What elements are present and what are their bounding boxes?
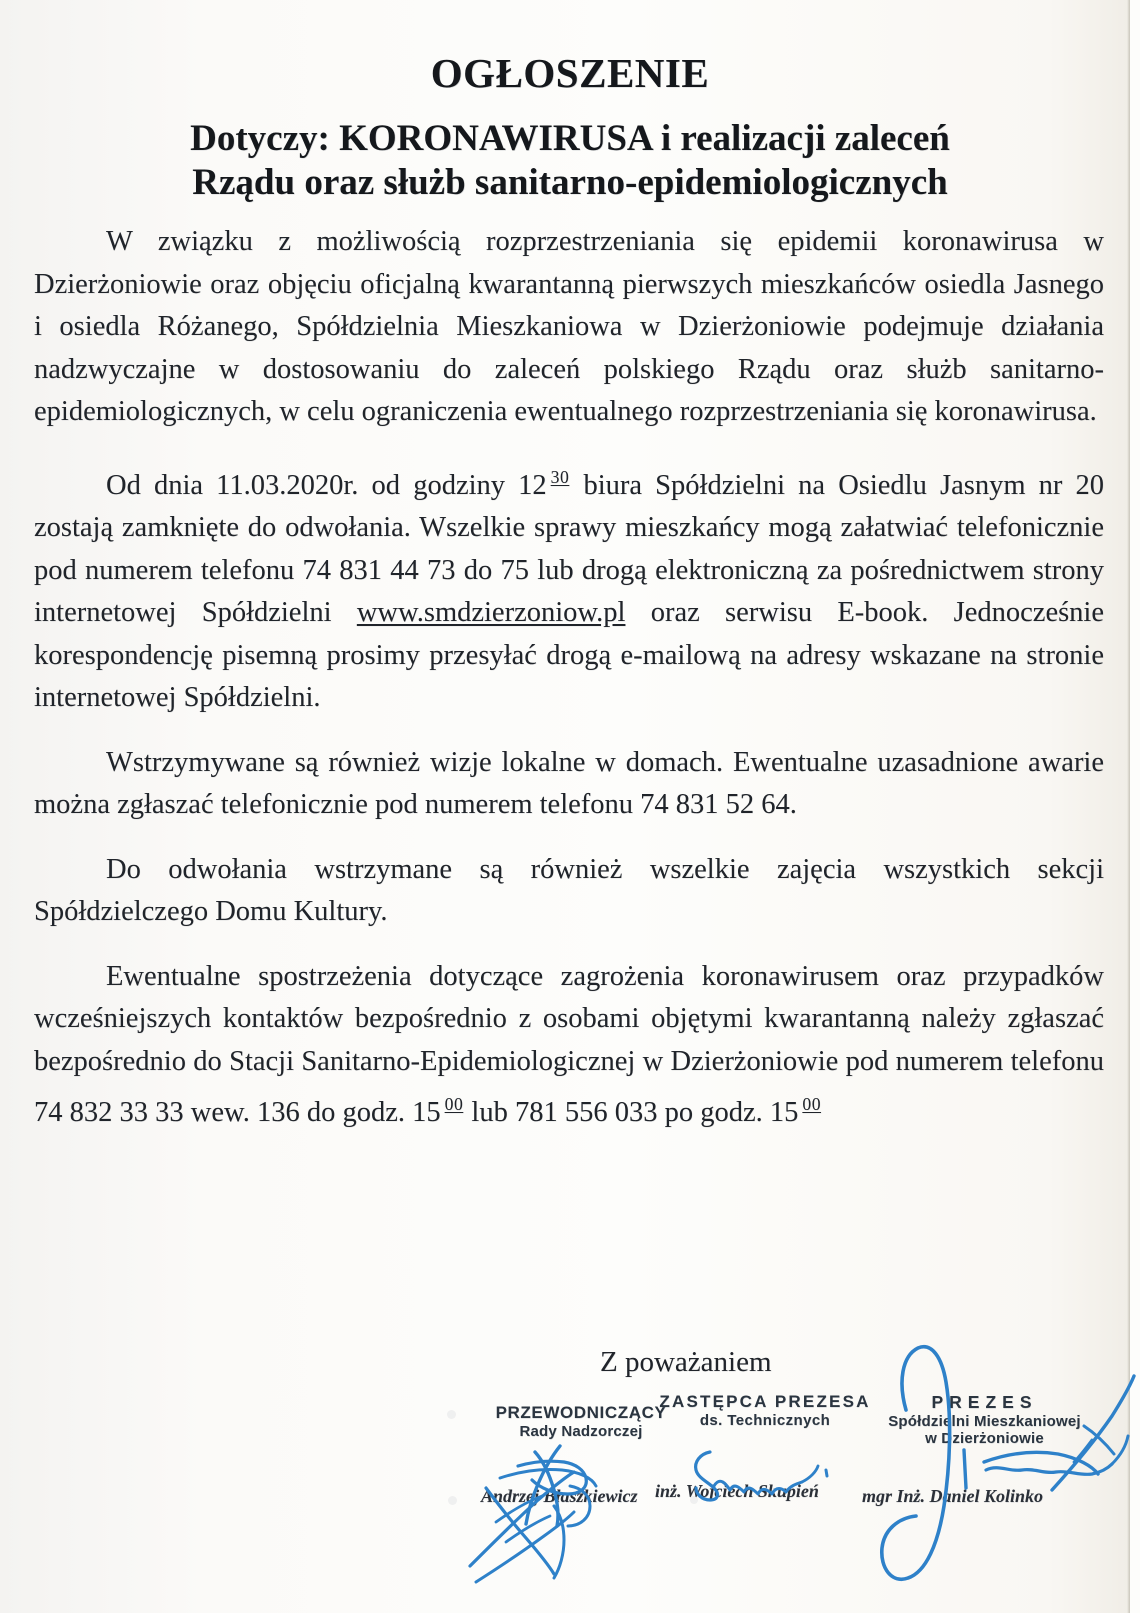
signer-name-president: mgr Inż. Daniel Kolinko: [862, 1486, 1044, 1506]
stamp-president-line-1: PREZES: [931, 1392, 1038, 1412]
closure-text-c: oraz serwisu E-book. Jednocześnie korespondencję pisemną prosimy przesyłać drogą e-mailową na adresy wskazane na stronie internetowej Spółdzielni.: [34, 597, 1105, 714]
stamp-chairman-line-1: PRZEWODNICZĄCY: [495, 1403, 667, 1422]
document-body: [0, 221, 1140, 1134]
scan-smudge: [448, 1496, 457, 1505]
stamp-vice-president: [640, 1392, 890, 1430]
sanitary-text-a: Ewentualne spostrzeżenia dotyczące zagrożenia koronawirusem oraz przypadków wcześniejszych kontaktów bezpośrednio z osobami objętymi kwarantanną należy zgłaszać bezpośrednio do Stacji Sanitarno-Epidemiologicznej w Dzierżoniowie pod numerem telefonu 74 832 33 33 wew. 136 do godz. 15: [34, 960, 1104, 1128]
time-superscript-1500-a: 00: [444, 1094, 464, 1115]
sanitary-text-b: lub 781 556 033 po godz. 15: [471, 1096, 799, 1128]
paragraph-office-closure: [34, 456, 1104, 720]
document-subtitle: [0, 95, 1140, 205]
page-title: OGŁOSZENIE: [430, 50, 710, 96]
closure-text-b: biura Spółdzielni na Osiedlu Jasnym nr 20 zostają zamknięte do odwołania. Wszelkie sprawy mieszkańcy mogą załatwiać telefonicznie pod numerem telefonu 74 831 44 73 do 75 lub drogą elektroniczną za pośrednictwem strony internetowej Spółdzielni: [34, 469, 1105, 629]
handwritten-signature-chairman: [440, 1426, 670, 1606]
stamp-chairman-line-2: Rady Nadzorczej: [519, 1423, 643, 1441]
closure-text-a: Od dnia 11.03.2020r. od godziny 12: [106, 469, 547, 501]
subtitle-line-2: Rządu oraz służb sanitarno-epidemiologicznych: [192, 162, 948, 204]
signature-block: [0, 1348, 1140, 1613]
stamp-president-line-3: w Dzierżoniowie: [925, 1430, 1044, 1448]
paragraph-sanitary-station: [34, 956, 1104, 1135]
paragraph-intro: W związku z możliwością rozprzestrzeniania się epidemii koronawirusa w Dzierżoniowie oraz objęciu oficjalną kwarantanną pierwszych mieszkańców osiedla Jasnego i osiedla Różanego, Spółdzielnia Mieszkaniowa w Dzierżoniowie podejmuje działania nadzwyczajne w dostosowaniu do zaleceń polskiego Rządu oraz służb sanitarno-epidemiologicznych, w celu ograniczenia ewentualnego rozprzestrzeniania się koronawirusa.: [34, 226, 1104, 428]
stamp-vice-president-line-2: ds. Technicznych: [699, 1412, 831, 1430]
scan-smudge: [447, 1410, 456, 1419]
time-superscript-1230: 30: [550, 466, 570, 487]
cooperative-website-link[interactable]: www.smdzierzoniow.pl: [356, 597, 626, 629]
paragraph-culture-house: Do odwołania wstrzymane są również wszelkie zajęcia wszystkich sekcji Spółdzielczego Domu Kultury.: [34, 853, 1104, 928]
stamp-president-line-2: Spółdzielni Mieszkaniowej: [888, 1412, 1081, 1430]
stamp-president: [862, 1392, 1107, 1448]
paragraph-site-visits: Wstrzymywane są również wizje lokalne w domach. Ewentualne uzasadnione awarie można zgłaszać telefonicznie pod numerem telefonu 74 831 52 64.: [34, 746, 1104, 821]
handwritten-signature-president: [846, 1338, 1140, 1598]
stamp-vice-president-line-1: ZASTĘPCA PREZESA: [659, 1392, 871, 1411]
time-superscript-1500-b: 00: [802, 1094, 822, 1115]
signer-name-vice-president: inż. Wojciech Skupień: [655, 1481, 819, 1501]
subtitle-line-1: Dotyczy: KORONAWIRUSA i realizacji zaleceń: [190, 118, 950, 160]
signer-name-chairman: Andrzej Błaszkiewicz: [481, 1486, 638, 1506]
closing-salutation: Z poważaniem: [600, 1346, 772, 1378]
